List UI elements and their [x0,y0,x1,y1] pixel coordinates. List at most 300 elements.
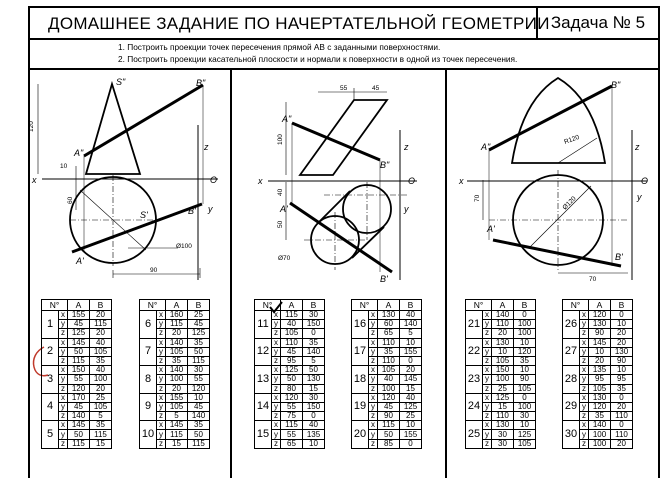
value-b-cell: 140 [188,412,210,421]
variant-number: 22 [466,338,483,366]
axis-cell: z [59,439,68,448]
axis-cell: x [369,338,378,347]
value-b-cell: 135 [303,430,325,439]
variant-number: 17 [352,338,369,366]
variant-number: 8 [140,366,157,394]
axis-cell: y [272,320,281,329]
table-row [255,338,325,347]
axis-cell: x [157,311,166,320]
drawing-cone [28,70,230,290]
value-a-cell: 50 [378,430,400,439]
instruction-1: 1. Построить проекции точек пересечения прямой АВ с заданными поверхностями. [118,42,441,52]
variant-table-6-10 [139,299,210,449]
value-b-cell: 35 [514,356,536,365]
axis-cell: z [483,439,492,448]
value-b-cell: 40 [303,421,325,430]
axis-cell: z [483,356,492,365]
label-b-front: B" [380,160,390,170]
value-b-cell: 30 [303,311,325,320]
axis-cell: x [580,366,589,375]
variant-number: 16 [352,311,369,339]
value-b-cell: 110 [611,430,633,439]
value-a-cell: 45 [378,402,400,411]
axis-cell: z [157,384,166,393]
value-a-cell: 40 [281,320,303,329]
value-b-cell: 20 [90,311,112,320]
axis-cell: z [157,356,166,365]
table-row [140,338,210,347]
axis-cell: y [580,347,589,356]
value-b-cell: 125 [400,402,422,411]
axis-cell: x [157,421,166,430]
value-b-cell: 40 [400,393,422,402]
value-b-cell: 45 [188,402,210,411]
value-a-cell: 110 [492,320,514,329]
dim-50: 50 [277,220,284,228]
dim-diameter: Ø120 [561,195,578,212]
value-b-cell: 35 [188,421,210,430]
value-a-cell: 110 [281,338,303,347]
value-a-cell: 105 [166,402,188,411]
value-b-cell: 0 [611,311,633,320]
axis-cell: z [580,384,589,393]
axis-cell: x [580,338,589,347]
value-b-cell: 0 [514,393,536,402]
axis-cell: z [59,384,68,393]
table-row [466,421,536,430]
axis-cell: z [580,356,589,365]
variant-number: 25 [466,421,483,449]
value-b-cell: 15 [303,384,325,393]
axis-y: y [637,192,642,202]
axis-x: x [459,176,464,186]
value-a-cell: 65 [281,439,303,448]
value-a-cell: 120 [589,402,611,411]
variant-number: 26 [563,311,580,339]
drawing-sphere [447,70,659,290]
axis-cell: x [369,393,378,402]
axis-cell: z [369,384,378,393]
label-a-front: A" [282,114,292,124]
dim-55: 55 [340,85,348,92]
value-b-cell: 20 [400,366,422,375]
axis-cell: z [157,412,166,421]
table-row [466,393,536,402]
value-b-cell: 10 [400,421,422,430]
axis-cell: y [369,402,378,411]
value-a-cell: 45 [68,320,90,329]
value-b-cell: 90 [611,356,633,365]
value-a-cell: 130 [492,421,514,430]
value-a-cell: 105 [589,384,611,393]
value-b-cell: 10 [611,366,633,375]
variant-number: 20 [352,421,369,449]
value-a-cell: 130 [492,338,514,347]
axis-cell: z [580,329,589,338]
value-a-cell: 60 [378,320,400,329]
table-row [563,393,633,402]
value-a-cell: 120 [589,311,611,320]
value-b-cell: 10 [514,366,536,375]
axis-cell: z [369,356,378,365]
value-a-cell: 45 [281,347,303,356]
value-a-cell: 10 [589,347,611,356]
value-a-cell: 160 [166,311,188,320]
title-block [28,6,660,40]
value-b-cell: 145 [400,375,422,384]
variant-table-1-5 [41,299,112,449]
axis-cell: z [369,439,378,448]
label-a-top: A' [487,224,495,234]
axis-cell: x [580,421,589,430]
value-a-cell: 110 [492,412,514,421]
value-a-cell: 10 [492,347,514,356]
value-a-cell: 130 [589,320,611,329]
value-b-cell: 35 [90,356,112,365]
axis-cell: y [369,375,378,384]
value-b-cell: 15 [400,384,422,393]
variant-table-26-30 [562,299,633,449]
value-a-cell: 110 [378,356,400,365]
value-b-cell: 50 [188,430,210,439]
axis-cell: y [157,402,166,411]
value-a-cell: 20 [166,384,188,393]
value-b-cell: 130 [303,375,325,384]
axis-cell: y [59,430,68,439]
axis-cell: x [272,393,281,402]
axis-cell: y [580,402,589,411]
task-number: Задача № 5 [536,8,658,38]
axis-cell: x [157,393,166,402]
value-a-cell: 120 [68,384,90,393]
dim-70: 70 [474,194,481,202]
value-a-cell: 105 [378,366,400,375]
value-a-cell: 155 [68,311,90,320]
value-b-cell: 0 [611,421,633,430]
axis-cell: z [272,384,281,393]
value-b-cell: 30 [514,412,536,421]
value-a-cell: 145 [589,338,611,347]
value-b-cell: 25 [188,311,210,320]
value-a-cell: 50 [68,430,90,439]
axis-cell: x [59,366,68,375]
header-a: A [589,300,611,311]
label-a-front: A" [481,142,491,152]
value-b-cell: 120 [188,384,210,393]
value-a-cell: 20 [589,356,611,365]
axis-z: z [404,142,409,152]
axis-cell: y [369,320,378,329]
axis-cell: x [369,421,378,430]
axis-cell: z [272,439,281,448]
value-a-cell: 150 [492,366,514,375]
variant-number: 5 [42,421,59,449]
axis-o: O [408,176,416,186]
value-a-cell: 35 [378,347,400,356]
axis-cell: x [483,311,492,320]
value-a-cell: 125 [492,393,514,402]
value-a-cell: 115 [166,320,188,329]
value-b-cell: 20 [611,338,633,347]
value-b-cell: 0 [611,393,633,402]
variant-number: 1 [42,311,59,339]
axis-cell: z [272,329,281,338]
axis-cell: z [580,412,589,421]
value-a-cell: 100 [589,439,611,448]
header-b: B [514,300,536,311]
axis-cell: x [483,338,492,347]
variant-number: 3 [42,366,59,394]
value-b-cell: 90 [514,375,536,384]
axis-cell: x [580,311,589,320]
variant-number: 10 [140,421,157,449]
axis-cell: y [580,320,589,329]
variant-number: 24 [466,393,483,421]
axis-cell: y [157,430,166,439]
value-a-cell: 105 [166,347,188,356]
value-a-cell: 150 [68,366,90,375]
value-b-cell: 5 [90,412,112,421]
value-a-cell: 115 [281,311,303,320]
axis-cell: x [272,338,281,347]
value-a-cell: 140 [589,421,611,430]
axis-cell: x [272,421,281,430]
dim-10: 10 [60,163,68,170]
table-row [466,338,536,347]
axis-cell: y [369,347,378,356]
value-b-cell: 125 [188,329,210,338]
value-b-cell: 30 [188,366,210,375]
value-b-cell: 30 [303,393,325,402]
axis-cell: y [272,430,281,439]
value-a-cell: 145 [166,421,188,430]
value-b-cell: 0 [400,439,422,448]
value-b-cell: 20 [611,329,633,338]
value-b-cell: 35 [90,421,112,430]
value-a-cell: 50 [68,347,90,356]
value-a-cell: 15 [492,402,514,411]
dim-60: 60 [67,196,74,204]
variant-number: 28 [563,366,580,394]
variant-number: 9 [140,393,157,421]
value-b-cell: 0 [514,311,536,320]
axis-z: z [204,142,209,152]
dim-90: 90 [150,267,158,274]
page-title: ДОМАШНЕЕ ЗАДАНИЕ ПО НАЧЕРТАТЕЛЬНОЙ ГЕОМЕТРИИ [48,14,550,33]
value-a-cell: 125 [281,366,303,375]
axis-cell: x [59,421,68,430]
value-b-cell: 10 [188,393,210,402]
value-a-cell: 115 [281,421,303,430]
table-row [140,393,210,402]
axis-cell: x [59,393,68,402]
variant-number: 18 [352,366,369,394]
value-a-cell: 15 [166,439,188,448]
variant-table-11-15 [254,299,325,449]
axis-cell: y [157,347,166,356]
axis-cell: z [369,329,378,338]
axis-cell: x [59,338,68,347]
axis-cell: z [272,412,281,421]
value-b-cell: 120 [514,347,536,356]
axis-cell: y [483,375,492,384]
value-b-cell: 20 [611,402,633,411]
value-a-cell: 115 [68,356,90,365]
variant-table-21-25 [465,299,536,449]
instructions [28,40,660,70]
header-a: A [378,300,400,311]
axis-cell: z [580,439,589,448]
value-b-cell: 115 [188,439,210,448]
value-a-cell: 100 [378,384,400,393]
value-a-cell: 80 [281,384,303,393]
value-b-cell: 35 [611,384,633,393]
value-b-cell: 150 [303,402,325,411]
axis-cell: y [157,375,166,384]
value-a-cell: 140 [166,338,188,347]
axis-cell: y [483,320,492,329]
value-a-cell: 55 [281,402,303,411]
variant-number: 21 [466,311,483,339]
table-row [352,421,422,430]
value-b-cell: 40 [90,366,112,375]
value-a-cell: 5 [166,412,188,421]
value-a-cell: 35 [166,356,188,365]
value-a-cell: 100 [166,375,188,384]
value-a-cell: 140 [68,412,90,421]
header-number: N° [42,300,68,311]
value-b-cell: 115 [90,320,112,329]
value-a-cell: 145 [68,338,90,347]
dim-120: 120 [28,121,35,132]
header-b: B [303,300,325,311]
value-b-cell: 100 [514,402,536,411]
value-a-cell: 105 [281,329,303,338]
label-a-top: A' [76,256,84,266]
axis-o: O [210,175,218,185]
value-a-cell: 25 [492,384,514,393]
axis-cell: x [483,366,492,375]
value-a-cell: 110 [378,338,400,347]
axis-cell: x [580,393,589,402]
value-a-cell: 155 [166,393,188,402]
axis-cell: y [59,402,68,411]
table-row [255,393,325,402]
value-b-cell: 20 [611,439,633,448]
label-s-front: S" [116,77,126,87]
value-a-cell: 135 [589,366,611,375]
value-b-cell: 140 [400,320,422,329]
value-b-cell: 115 [188,356,210,365]
header-number: N° [352,300,378,311]
variant-number: 11 [255,311,272,339]
table-row [42,393,112,402]
axis-cell: x [483,393,492,402]
axis-cell: x [272,366,281,375]
instruction-2: 2. Построить проекции касательной плоскости и нормали к поверхности в одной из точек пересечения. [118,54,518,64]
axis-cell: y [580,375,589,384]
header-number: N° [466,300,492,311]
value-a-cell: 75 [281,412,303,421]
axis-cell: x [157,366,166,375]
variant-number: 6 [140,311,157,339]
header-b: B [90,300,112,311]
value-a-cell: 30 [492,430,514,439]
value-b-cell: 20 [90,329,112,338]
value-b-cell: 40 [90,338,112,347]
variant-number: 14 [255,393,272,421]
dim-70-bottom: 70 [589,276,597,283]
axis-cell: y [157,320,166,329]
header-number: N° [140,300,166,311]
value-a-cell: 20 [492,329,514,338]
axis-x: x [258,176,263,186]
value-b-cell: 150 [303,320,325,329]
value-b-cell: 0 [303,412,325,421]
value-a-cell: 170 [68,393,90,402]
value-b-cell: 10 [611,320,633,329]
header-number: N° [255,300,281,311]
axis-cell: y [272,402,281,411]
table-row [563,421,633,430]
value-b-cell: 140 [303,347,325,356]
header-number: N° [563,300,589,311]
value-a-cell: 65 [378,329,400,338]
table-row [42,338,112,347]
variant-number: 27 [563,338,580,366]
axis-cell: x [483,421,492,430]
value-a-cell: 140 [166,366,188,375]
variant-table-16-20 [351,299,422,449]
axis-cell: y [369,430,378,439]
value-a-cell: 40 [378,375,400,384]
header-a: A [166,300,188,311]
value-a-cell: 45 [68,402,90,411]
header-b: B [400,300,422,311]
value-b-cell: 25 [400,412,422,421]
value-b-cell: 105 [90,347,112,356]
value-b-cell: 0 [303,329,325,338]
value-b-cell: 10 [400,338,422,347]
variant-number: 7 [140,338,157,366]
axis-cell: z [483,412,492,421]
variant-number: 4 [42,393,59,421]
value-a-cell: 50 [281,375,303,384]
dim-45: 45 [372,85,380,92]
value-a-cell: 145 [68,421,90,430]
axis-o: O [641,176,649,186]
value-b-cell: 25 [90,393,112,402]
value-a-cell: 115 [378,421,400,430]
axis-cell: z [59,356,68,365]
line-ab-top [290,203,392,272]
value-b-cell: 100 [514,329,536,338]
value-b-cell: 105 [90,402,112,411]
variant-number: 15 [255,421,272,449]
axis-cell: z [157,439,166,448]
axis-y: y [404,204,409,214]
value-a-cell: 130 [589,393,611,402]
value-b-cell: 95 [611,375,633,384]
axis-cell: x [369,366,378,375]
value-b-cell: 110 [611,412,633,421]
value-a-cell: 140 [492,311,514,320]
axis-cell: x [157,338,166,347]
table-row [352,338,422,347]
header-b: B [611,300,633,311]
value-b-cell: 130 [611,347,633,356]
value-b-cell: 125 [514,430,536,439]
